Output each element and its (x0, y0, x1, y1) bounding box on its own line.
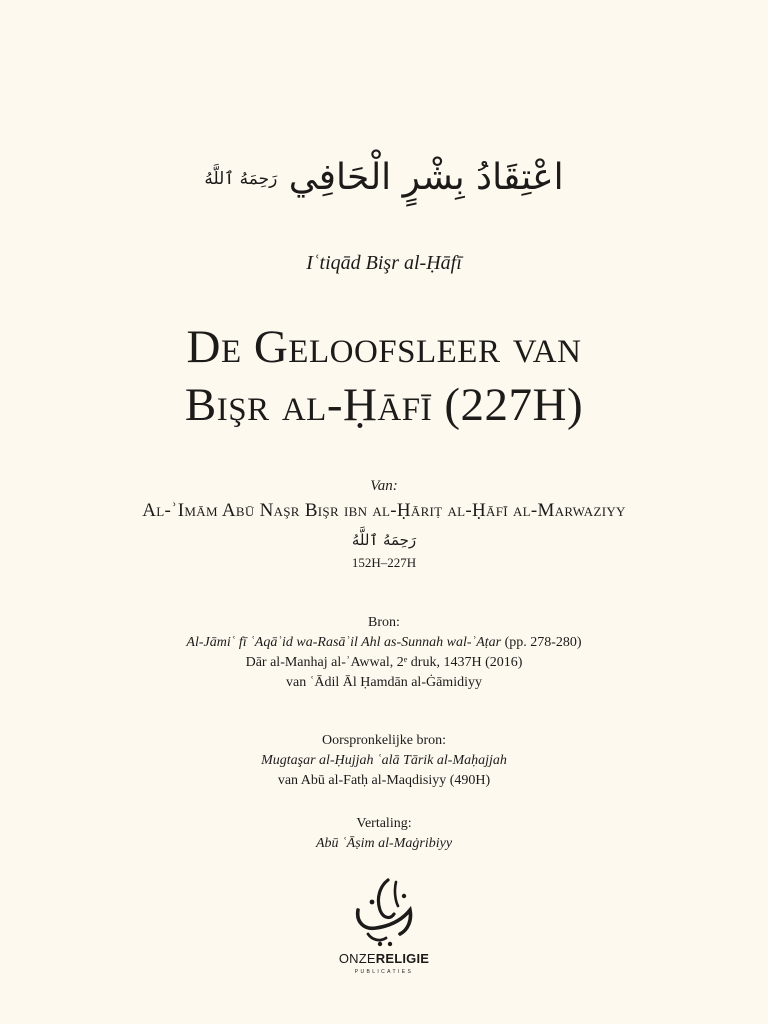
original-source-work: Mugtaşar al-Ḥujjah ʿalā Tārik al-Maḥajjah (261, 753, 507, 768)
author-label: Van: (370, 478, 398, 494)
source-publisher: Dār al-Manhaj al-ʾAwwal, 2ᵉ druk, 1437H (2016) (245, 655, 523, 670)
publisher-name-bold: RELIGIE (375, 951, 430, 966)
source-block (0, 613, 768, 693)
source-editor: van ʿĀdil Āl Ḥamdān al-Ġāmidiyy (286, 675, 482, 690)
arabic-title (0, 148, 768, 209)
translator-name: Abū ʿĀṣim al-Maġribiyy (315, 836, 453, 851)
publisher-subtitle: PUBLICATIES (354, 969, 414, 975)
translation-block (0, 814, 768, 854)
publisher-name (334, 951, 434, 967)
arabic-title-text: اعْتِقَادُ بِشْرٍ الْحَافِي (288, 157, 564, 198)
author-name: Al-ʾImām Abū Naşr Bişr ibn al-Ḥāriṭ al-Ḥāfī al-Marwaziyy (142, 500, 626, 521)
source-label: Bron: (368, 615, 400, 630)
source-pages: (pp. 278-280) (501, 635, 582, 650)
original-source-label: Oorspronkelijke bron: (321, 733, 447, 748)
author-dates: 152H–227H (351, 555, 417, 570)
original-source-author: van Abū al-Fatḥ al-Maqdisiyy (490H) (277, 773, 491, 788)
source-work-line (0, 633, 768, 653)
main-title (0, 318, 768, 434)
calligraphy-logo-icon (350, 876, 418, 948)
source-work: Al-Jāmiʿ fī ʿAqāʾid wa-Rasāʾil Ahl as-Sunnah wal-ʾAṭar (186, 635, 502, 650)
arabic-honorific: رَحِمَهُ ٱللَّهُ (204, 169, 278, 189)
main-title-line-2: Bişr al-Ḥāfī (227H) (184, 379, 584, 431)
translation-label: Vertaling: (356, 816, 412, 831)
transliterated-title: Iʿtiqād Bişr al-Ḥāfī (306, 252, 462, 274)
main-title-line-1: De Geloofsleer van (186, 321, 582, 373)
publisher-logo (334, 876, 434, 996)
author-honorific: رَحِمَهُ ٱللَّهُ (351, 531, 417, 549)
publisher-name-light: ONZE (338, 951, 376, 966)
original-source-block (0, 731, 768, 791)
